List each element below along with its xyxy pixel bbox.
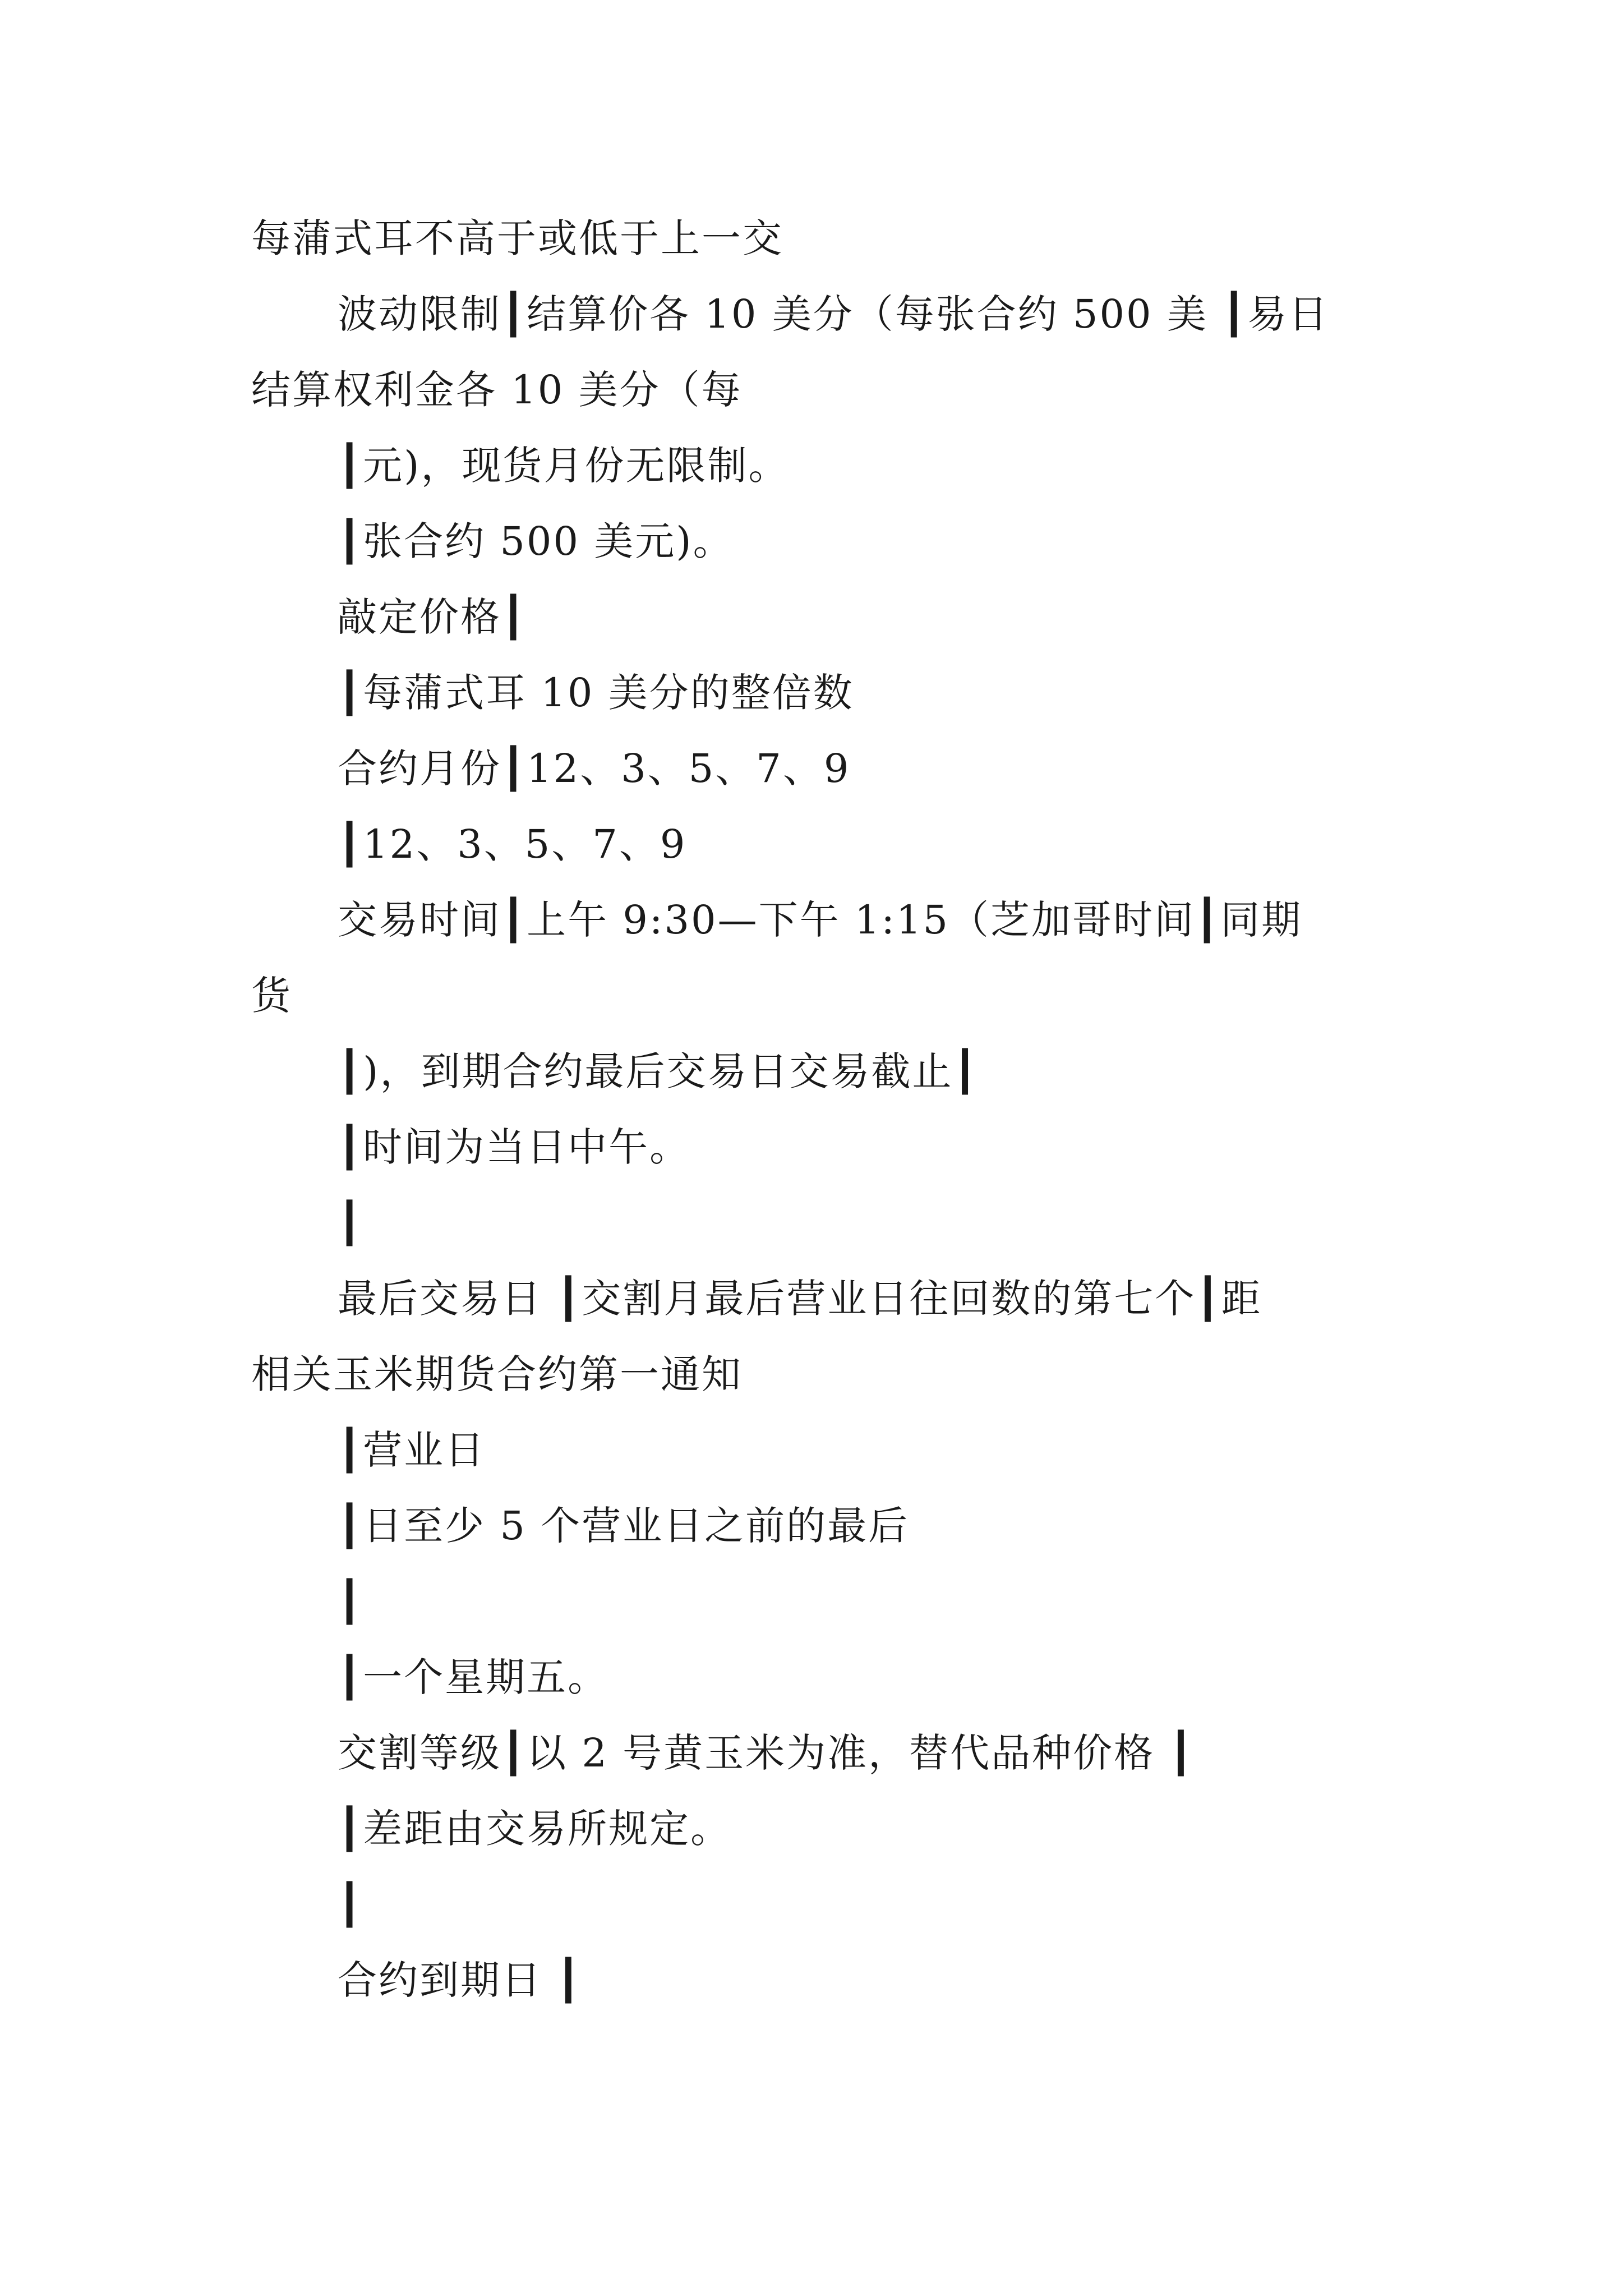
- text-line-13: ┃时间为当日中午。: [338, 1124, 691, 1170]
- text-line-7: ┃每蒲式耳 10 美分的整倍数: [338, 670, 854, 716]
- text-line-1: 每蒲式耳不高于或低于上一交: [251, 215, 783, 261]
- text-line-11: 货: [251, 973, 292, 1019]
- text-line-5: ┃张合约 500 美元)。: [338, 518, 734, 564]
- text-line-18: ┃日至少 5 个营业日之前的最后: [338, 1503, 910, 1549]
- text-line-22: ┃差距由交易所规定。: [338, 1806, 732, 1852]
- text-line-12: ┃)，到期合约最后交易日交易截止┃: [338, 1048, 979, 1094]
- text-line-10: 交易时间┃上午 9:30—下午 1:15（芝加哥时间┃同期: [338, 897, 1303, 943]
- text-line-9: ┃12、3、5、7、9: [338, 821, 687, 867]
- text-line-6: 敲定价格┃: [338, 594, 527, 640]
- text-line-24: 合约到期日 ┃: [338, 1957, 582, 2003]
- text-line-14: ┃: [338, 1200, 363, 1246]
- text-line-16: 相关玉米期货合约第一通知: [251, 1351, 743, 1397]
- text-line-19: ┃: [338, 1579, 363, 1625]
- text-line-23: ┃: [338, 1881, 363, 1927]
- text-line-15: 最后交易日 ┃交割月最后营业日往回数的第七个┃距: [338, 1276, 1262, 1322]
- text-line-3: 结算权利金各 10 美分（每: [251, 367, 743, 413]
- text-line-21: 交割等级┃以 2 号黄玉米为准，替代品种价格 ┃: [338, 1730, 1195, 1776]
- text-line-2: 波动限制┃结算价各 10 美分（每张合约 500 美 ┃易日: [338, 291, 1330, 337]
- text-line-4: ┃元)，现货月份无限制。: [338, 443, 790, 489]
- text-line-17: ┃营业日: [338, 1427, 486, 1473]
- text-line-20: ┃一个星期五。: [338, 1654, 609, 1700]
- text-line-8: 合约月份┃12、3、5、7、9: [338, 746, 851, 792]
